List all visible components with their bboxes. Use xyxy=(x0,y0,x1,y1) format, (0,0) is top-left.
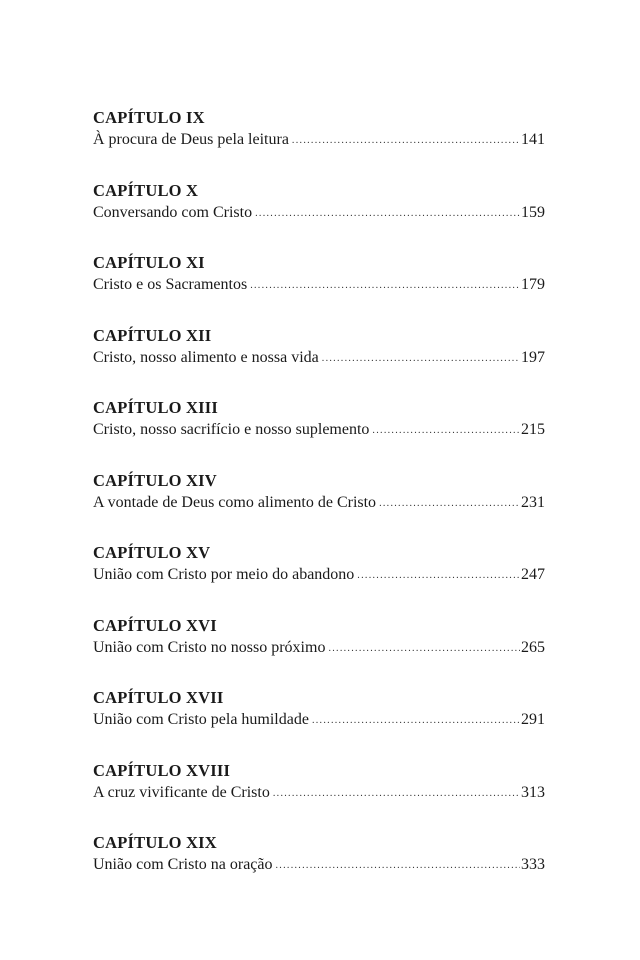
chapter-title: Cristo e os Sacramentos xyxy=(93,276,248,293)
page-number: 141 xyxy=(521,131,545,148)
toc-entry[interactable] xyxy=(93,326,545,399)
page-number: 333 xyxy=(521,856,545,873)
dot-leader xyxy=(357,564,520,588)
toc-line xyxy=(93,418,545,444)
toc-line xyxy=(93,346,545,372)
toc-entry[interactable] xyxy=(93,471,545,544)
chapter-label: CAPÍTULO XVIII xyxy=(93,760,231,780)
dot-leader xyxy=(273,782,520,806)
dot-leader xyxy=(255,202,520,226)
toc-entry[interactable] xyxy=(93,543,545,616)
toc-line xyxy=(93,708,545,734)
page-number: 231 xyxy=(521,493,545,511)
chapter-title: Conversando com Cristo xyxy=(93,203,253,221)
toc-line xyxy=(93,201,545,227)
chapter-label: CAPÍTULO XIX xyxy=(93,833,217,852)
chapter-title: Cristo, nosso sacrifício e nosso suplemento xyxy=(93,421,370,438)
toc-entry[interactable] xyxy=(93,108,545,181)
dot-leader xyxy=(322,347,520,371)
dot-leader xyxy=(276,854,521,878)
dot-leader xyxy=(292,129,520,153)
toc-line xyxy=(93,128,545,154)
toc-entry[interactable] xyxy=(93,761,545,834)
chapter-title: A cruz vivificante de Cristo xyxy=(93,783,270,801)
toc-entry[interactable] xyxy=(93,253,545,326)
table-of-contents xyxy=(93,108,545,906)
toc-line xyxy=(93,563,545,589)
chapter-label: CAPÍTULO XVII xyxy=(93,688,224,707)
page-number: 215 xyxy=(521,421,545,438)
dot-leader xyxy=(250,274,520,298)
dot-leader xyxy=(328,637,520,661)
chapter-title: União com Cristo pela humildade xyxy=(93,711,309,728)
toc-entry[interactable] xyxy=(93,398,545,471)
dot-leader xyxy=(372,419,520,443)
dot-leader xyxy=(379,492,520,516)
page-number: 197 xyxy=(521,348,545,366)
toc-entry[interactable] xyxy=(93,616,545,689)
chapter-label: CAPÍTULO XI xyxy=(93,253,205,272)
toc-line xyxy=(93,273,545,299)
chapter-title: A vontade de Deus como alimento de Cristo xyxy=(93,493,377,511)
chapter-title: Cristo, nosso alimento e nossa vida xyxy=(93,348,319,366)
page-number: 265 xyxy=(521,638,545,656)
toc-line xyxy=(93,636,545,662)
chapter-title: União com Cristo na oração xyxy=(93,856,273,873)
toc-line xyxy=(93,491,545,517)
dot-leader xyxy=(312,709,520,733)
chapter-label: CAPÍTULO X xyxy=(93,180,199,200)
chapter-title: União com Cristo no nosso próximo xyxy=(93,638,326,656)
toc-entry[interactable] xyxy=(93,688,545,761)
page-number: 159 xyxy=(521,203,545,221)
chapter-label: CAPÍTULO XII xyxy=(93,325,212,345)
chapter-title: À procura de Deus pela leitura xyxy=(93,131,289,148)
chapter-label: CAPÍTULO XIV xyxy=(93,470,217,490)
chapter-label: CAPÍTULO XIII xyxy=(93,398,218,417)
page-number: 179 xyxy=(521,276,545,293)
chapter-label: CAPÍTULO XV xyxy=(93,543,211,562)
chapter-label: CAPÍTULO XVI xyxy=(93,615,217,635)
chapter-title: União com Cristo por meio do abandono xyxy=(93,566,355,583)
toc-line xyxy=(93,781,545,807)
page-number: 291 xyxy=(521,711,545,728)
page-number: 313 xyxy=(521,783,545,801)
toc-line xyxy=(93,853,545,879)
toc-entry[interactable] xyxy=(93,181,545,254)
toc-entry[interactable] xyxy=(93,833,545,906)
chapter-label: CAPÍTULO IX xyxy=(93,108,205,127)
page-number: 247 xyxy=(521,566,545,583)
